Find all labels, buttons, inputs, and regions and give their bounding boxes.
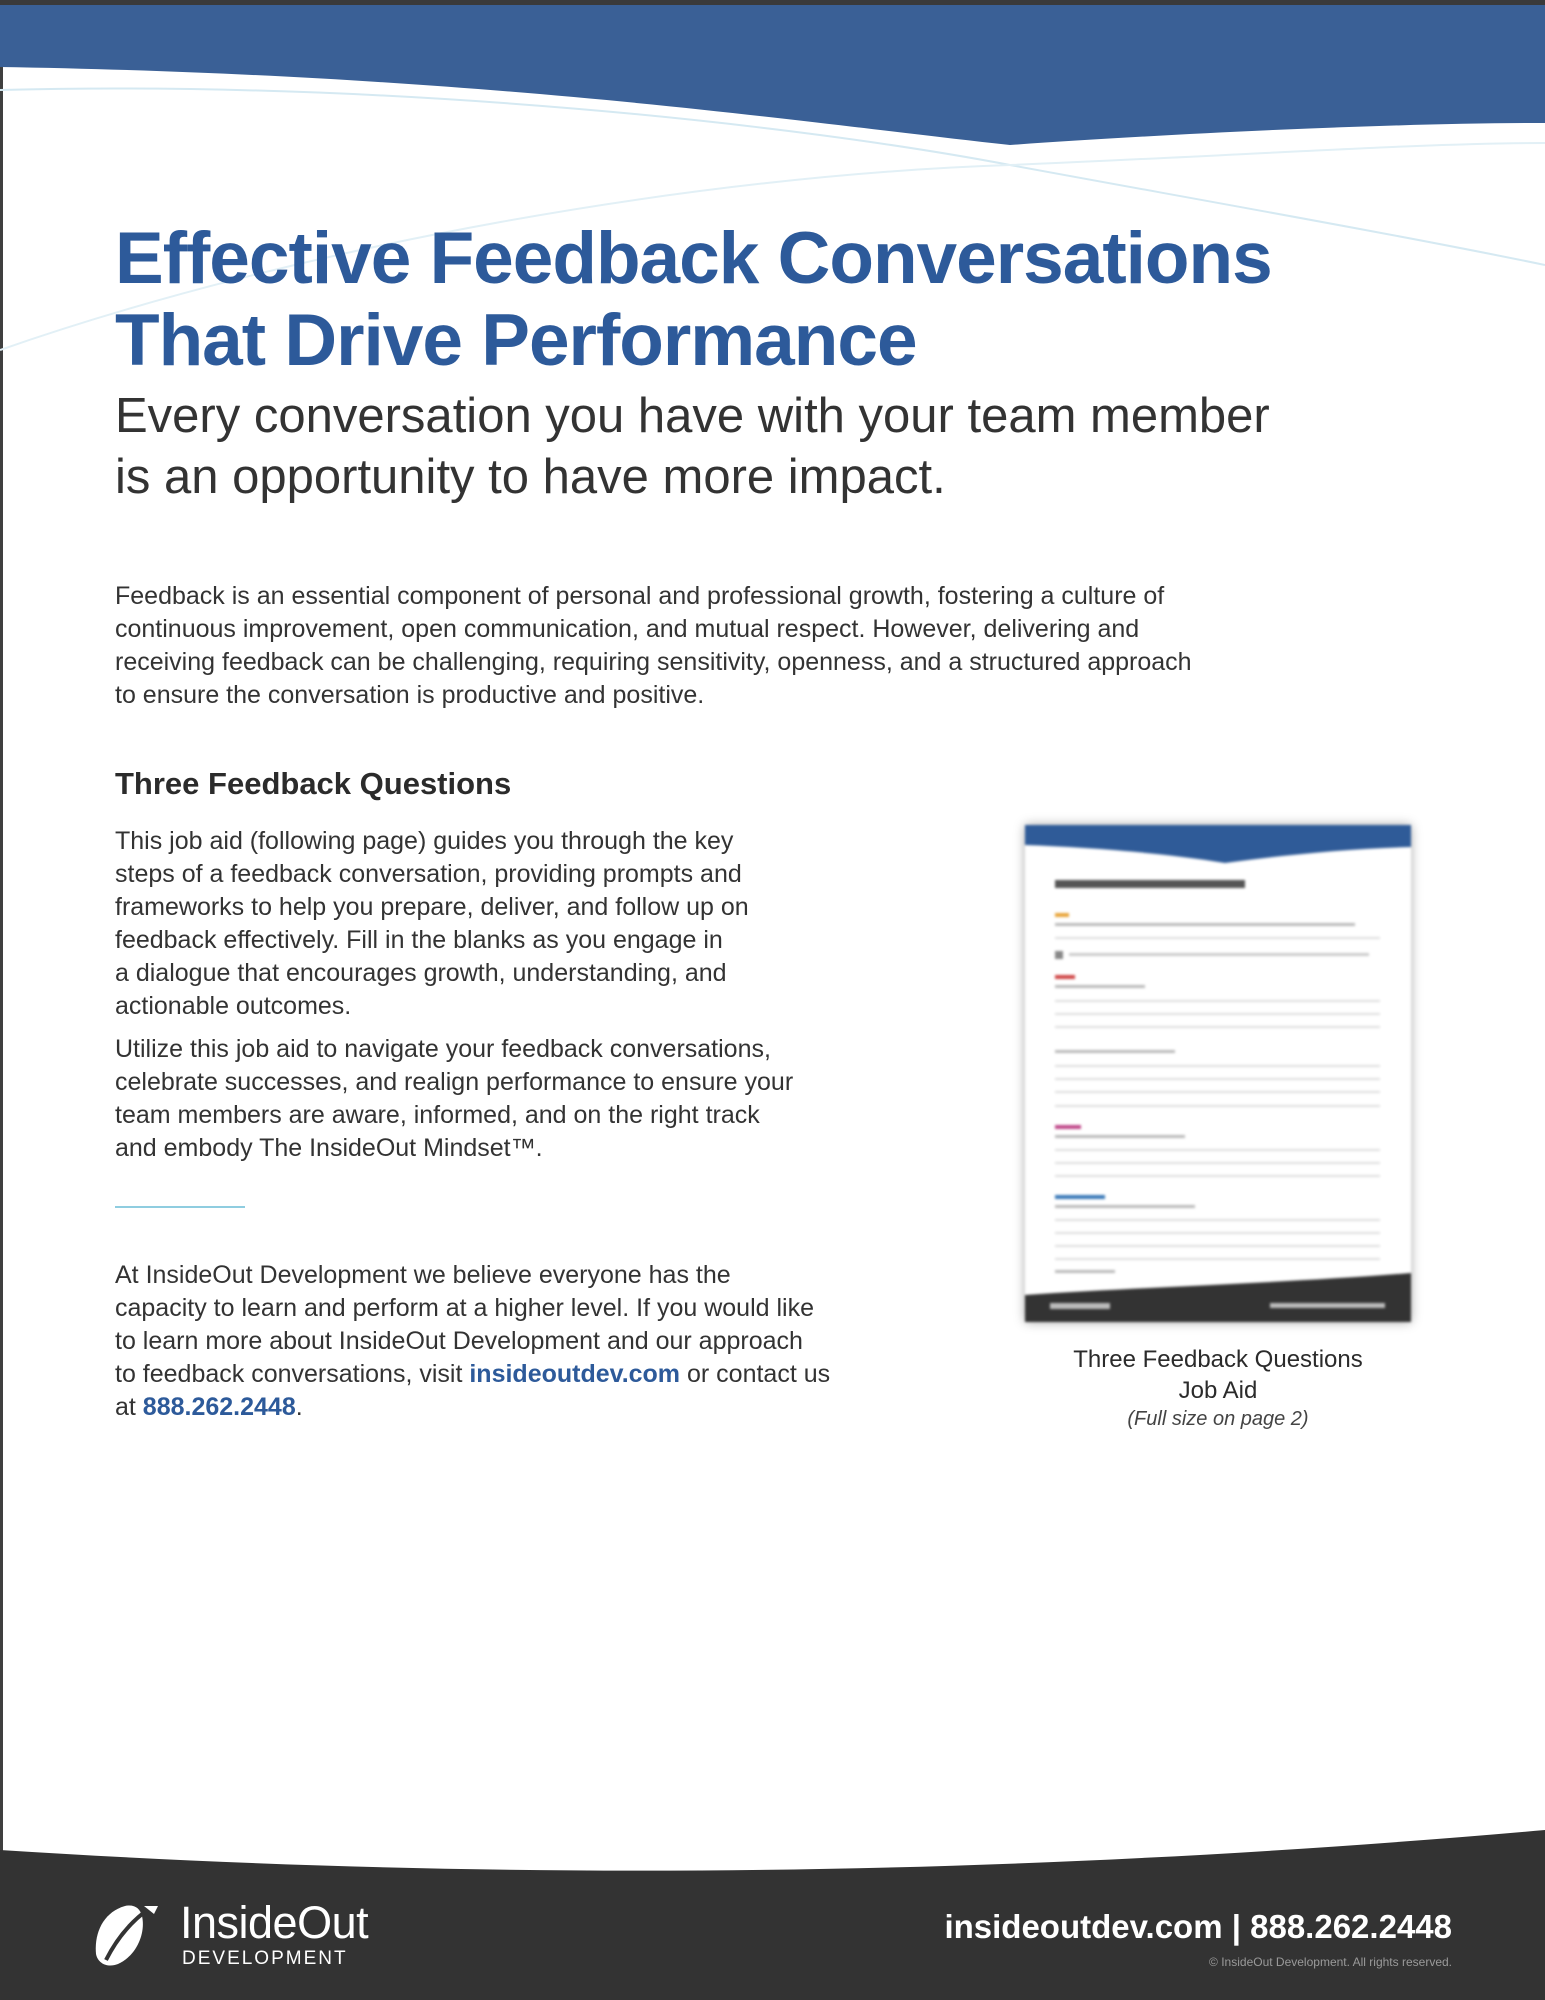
page-title	[115, 218, 1415, 382]
thumbnail-note: (Full size on page 2)	[1127, 1408, 1309, 1430]
para-line: At InsideOut Development we believe everyone has the	[115, 1261, 731, 1289]
page-subtitle	[115, 386, 1365, 508]
para-line: actionable outcomes.	[115, 992, 352, 1020]
para-line: to learn more about InsideOut Development and our approach	[115, 1327, 803, 1355]
footer-contact: insideoutdev.com | 888.262.2448	[944, 1908, 1452, 1945]
text-fragment: .	[295, 1393, 303, 1421]
document-preview-icon	[1025, 825, 1411, 1322]
title-line: That Drive Performance	[115, 300, 917, 381]
website-link[interactable]: insideoutdev.com	[469, 1360, 681, 1388]
para-line: a dialogue that encourages growth, understanding, and	[115, 959, 727, 987]
intro-line: to ensure the conversation is productive and positive.	[115, 681, 705, 709]
caption-line: Job Aid	[1178, 1377, 1258, 1404]
about-paragraph	[115, 1259, 935, 1424]
para-line: steps of a feedback conversation, providing prompts and	[115, 860, 742, 888]
job-aid-description	[115, 825, 875, 1023]
para-line: capacity to learn and perform at a higher level. If you would like	[115, 1294, 814, 1322]
para-line: feedback effectively. Fill in the blanks as you engage in	[115, 926, 723, 954]
para-line: frameworks to help you prepare, deliver, and follow up on	[115, 893, 749, 921]
para-line: team members are aware, informed, and on the right track	[115, 1101, 760, 1129]
section-heading: Three Feedback Questions	[115, 766, 512, 801]
insideout-leaf-logo-icon	[92, 1902, 162, 1968]
intro-paragraph	[115, 580, 1375, 712]
intro-line: Feedback is an essential component of personal and professional growth, fostering a culture of	[115, 582, 1165, 610]
para-line	[115, 1358, 935, 1391]
brand-subtitle: DEVELOPMENT	[182, 1948, 348, 1969]
para-line	[115, 1391, 935, 1424]
text-fragment: to feedback conversations, visit	[115, 1360, 470, 1388]
title-line: Effective Feedback Conversations	[115, 218, 1272, 299]
job-aid-usage	[115, 1033, 905, 1165]
subtitle-line: is an opportunity to have more impact.	[115, 450, 946, 504]
subtitle-line: Every conversation you have with your team member	[115, 389, 1270, 443]
para-line: Utilize this job aid to navigate your feedback conversations,	[115, 1035, 771, 1063]
text-fragment: at	[115, 1393, 143, 1421]
intro-line: continuous improvement, open communication, and mutual respect. However, delivering and	[115, 615, 1140, 643]
copyright-notice: © InsideOut Development. All rights reserved.	[1209, 1955, 1452, 1969]
phone-link[interactable]: 888.262.2448	[142, 1393, 296, 1421]
brand-name: InsideOut	[180, 1897, 369, 1948]
intro-line: receiving feedback can be challenging, requiring sensitivity, openness, and a structured approach	[115, 648, 1192, 676]
caption-line: Three Feedback Questions	[1073, 1346, 1363, 1373]
para-line: celebrate successes, and realign performance to ensure your	[115, 1068, 794, 1096]
para-line: This job aid (following page) guides you through the key	[115, 827, 734, 855]
text-fragment: or contact us	[680, 1360, 831, 1388]
job-aid-thumbnail[interactable]	[1025, 825, 1411, 1322]
thumbnail-caption	[1025, 1344, 1411, 1406]
para-line: and embody The InsideOut Mindset™.	[115, 1134, 543, 1162]
section-divider	[115, 1206, 245, 1208]
